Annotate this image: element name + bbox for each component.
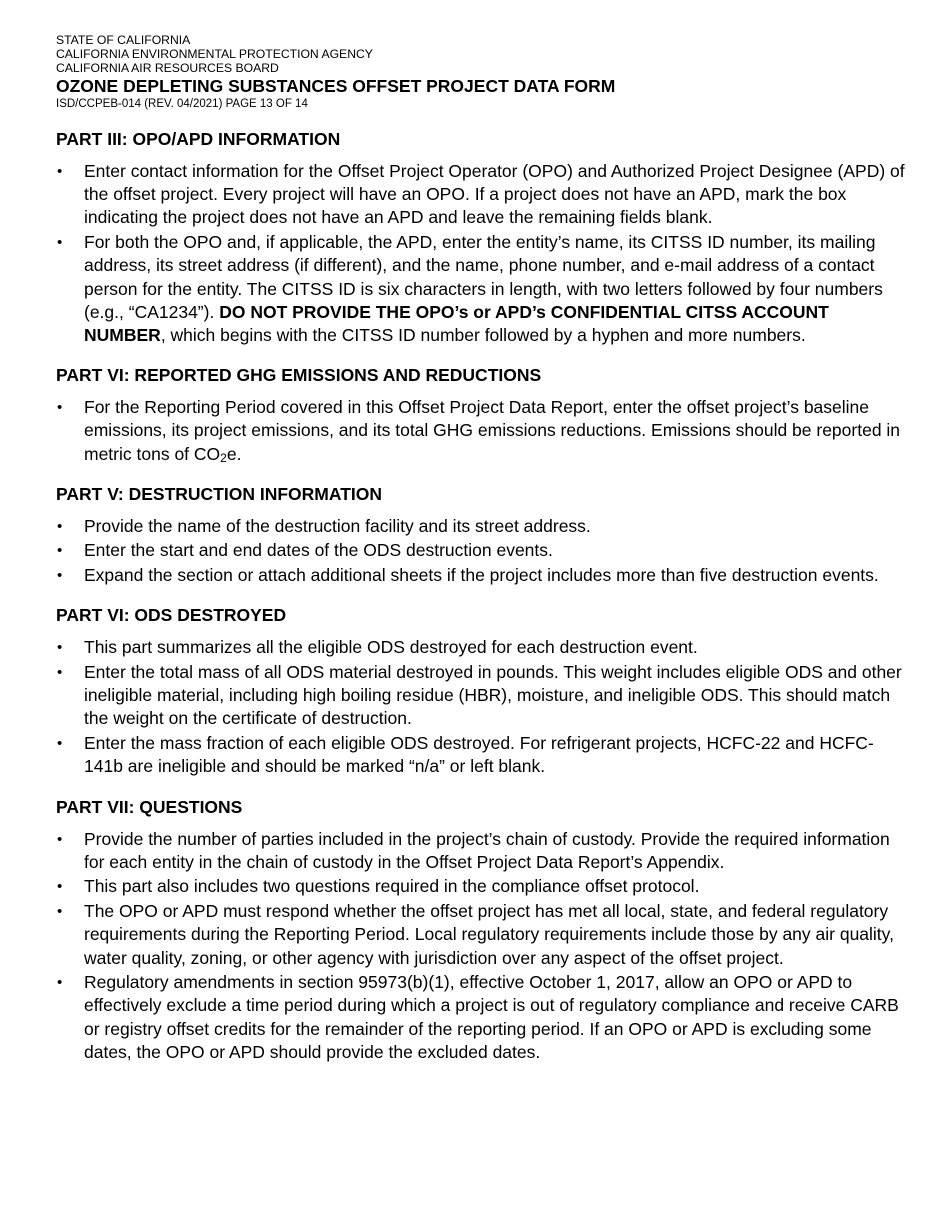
bullet-marker: •: [57, 830, 63, 848]
list-item: [56, 160, 906, 230]
list-item-text: For both the OPO and, if applicable, the APD, enter the entity’s name, its CITSS ID number, its mailing address, its street address (if different), and the name, phone number, and e-mail address of a contact person for the entity. The CITSS ID is six characters in length, with two letters followed by four numbers (e.g., “CA1234”).: [84, 232, 883, 322]
list-item: [56, 971, 906, 1064]
bullet-list: [56, 160, 906, 347]
bullet-marker: •: [57, 567, 63, 585]
list-item-text: Enter contact information for the Offset Project Operator (OPO) and Authorized Project Designee (APD) of the offset project. Every project will have an OPO. If a project does not have an APD, mark the box indicating the project does not have an APD and leave the remaining fields blank.: [84, 161, 905, 228]
agency-line-calepa: CALIFORNIA ENVIRONMENTAL PROTECTION AGENCY: [56, 47, 373, 61]
section-part-v: [56, 483, 906, 588]
list-item-text: This part summarizes all the eligible ODS destroyed for each destruction event.: [84, 637, 698, 658]
list-item-text: , which begins with the CITSS ID number followed by a hyphen and more numbers.: [160, 324, 806, 345]
bullet-marker: •: [57, 903, 63, 921]
list-item-text: Regulatory amendments in section 95973(b)(1), effective October 1, 2017, allow an OPO or APD to effectively exclude a time period during which a project is out of regulatory compliance and receive CARB or registry offset credits for the remainder of the reporting period. If an OPO or APD is excluding some dates, the OPO or APD should provide the excluded dates.: [84, 972, 899, 1062]
document-title: OZONE DEPLETING SUBSTANCES OFFSET PROJECT DATA FORM: [56, 76, 616, 96]
bullet-list: [56, 636, 906, 778]
list-item: [56, 875, 906, 898]
agency-line-state: STATE OF CALIFORNIA: [56, 33, 191, 47]
section-title: PART V: DESTRUCTION INFORMATION: [56, 483, 383, 504]
bullet-marker: •: [57, 735, 63, 753]
bullet-marker: •: [57, 163, 63, 180]
bullet-list: [56, 396, 906, 466]
bullet-marker: •: [57, 542, 63, 560]
section-part-iii: [56, 128, 906, 347]
list-item-text: For the Reporting Period covered in this Offset Project Data Report, enter the offset project’s baseline emissions, its project emissions, and its total GHG emissions reductions. Emissions should be reported in metric tons of CO: [84, 397, 901, 464]
bullet-marker: •: [57, 399, 63, 417]
list-item-text: Provide the number of parties included in the project’s chain of custody. Provide the required information for each entity in the chain of custody in the Offset Project Data Report’s Appendix.: [84, 828, 890, 872]
document-page: [56, 33, 906, 1066]
bullet-marker: •: [57, 517, 63, 535]
list-item-text: Expand the section or attach additional sheets if the project includes more than five destruction events.: [84, 565, 879, 586]
list-item-text: Enter the mass fraction of each eligible ODS destroyed. For refrigerant projects, HCFC-22 and HCFC-141b are ineligible and should be marked “n/a” or left blank.: [84, 733, 874, 777]
section-title: PART VI: REPORTED GHG EMISSIONS AND REDUCTIONS: [56, 365, 542, 386]
subscript-2: 2: [220, 450, 227, 465]
list-item: [56, 828, 906, 874]
list-item: [56, 515, 906, 538]
agency-line-carb: CALIFORNIA AIR RESOURCES BOARD: [56, 61, 279, 75]
list-item: [56, 564, 906, 587]
list-item-text: This part also includes two questions required in the compliance offset protocol.: [84, 876, 700, 897]
list-item: [56, 900, 906, 970]
list-item: [56, 661, 906, 731]
bullet-marker: •: [57, 878, 63, 896]
list-item: [56, 732, 906, 778]
section-part-vi: [56, 604, 906, 778]
list-item-text: Enter the total mass of all ODS material destroyed in pounds. This weight includes eligible ODS and other ineligible material, including high boiling residue (HBR), moisture, and ineligible ODS. This should match the weight on the certificate of destruction.: [84, 662, 902, 729]
section-title: PART VI: ODS DESTROYED: [56, 605, 287, 626]
section-part-iv: [56, 364, 906, 466]
list-item-text: e.: [226, 443, 242, 464]
list-item-text: Enter the start and end dates of the ODS destruction events.: [84, 540, 553, 561]
bullet-marker: •: [57, 234, 63, 252]
bullet-marker: •: [57, 639, 63, 657]
confidential-warning: DO NOT PROVIDE THE OPO’s or APD’s CONFIDENTIAL CITSS ACCOUNT NUMBER: [84, 301, 829, 345]
bullet-marker: •: [57, 664, 63, 682]
document-header: [56, 33, 906, 111]
list-item-text: Provide the name of the destruction facility and its street address.: [84, 515, 591, 536]
list-item: [56, 396, 906, 466]
section-title: PART III: OPO/APD INFORMATION: [56, 129, 341, 149]
bullet-list: [56, 828, 906, 1065]
section-title: PART VII: QUESTIONS: [56, 796, 243, 817]
list-item: [56, 636, 906, 659]
bullet-marker: •: [57, 974, 63, 992]
bullet-list: [56, 515, 906, 588]
form-id: ISD/CCPEB-014 (REV. 04/2021) PAGE 13 OF 14: [56, 98, 308, 110]
section-part-vii: [56, 796, 906, 1065]
list-item: [56, 231, 906, 347]
list-item-text: The OPO or APD must respond whether the offset project has met all local, state, and federal regulatory requirements during the Reporting Period. Local regulatory requirements include those by any air quality, water quality, zoning, or other agency with jurisdiction over any aspect of the offset project.: [84, 901, 894, 968]
list-item: [56, 539, 906, 562]
